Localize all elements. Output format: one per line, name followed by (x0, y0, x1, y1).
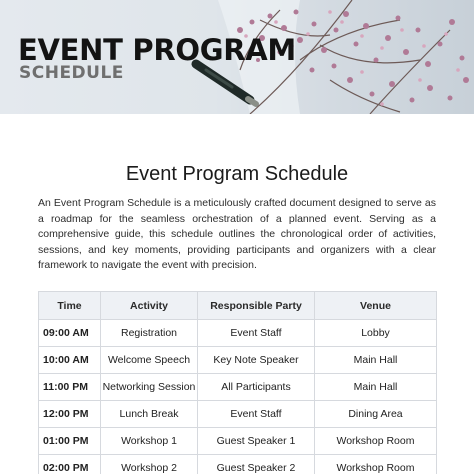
table-row (39, 320, 437, 347)
responsible-party-cell: Guest Speaker 1 (198, 428, 315, 455)
responsible-party-cell: Event Staff (198, 401, 315, 428)
responsible-party-cell: Event Staff (198, 320, 315, 347)
column-header-activity: Activity (101, 292, 198, 320)
time-cell: 12:00 PM (39, 401, 101, 428)
banner-title: EVENT PROGRAM (18, 33, 296, 67)
table-row (39, 428, 437, 455)
column-header-time: Time (39, 292, 101, 320)
schedule-table-container (38, 291, 436, 474)
activity-cell: Workshop 1 (101, 428, 198, 455)
header-banner (0, 0, 474, 114)
table-row (39, 347, 437, 374)
banner-subtitle: SCHEDULE (19, 63, 124, 83)
activity-cell: Registration (101, 320, 198, 347)
activity-cell: Workshop 2 (101, 455, 198, 474)
table-header-row (39, 292, 437, 320)
venue-cell: Workshop Room (315, 455, 437, 474)
activity-cell: Networking Session (101, 374, 198, 401)
responsible-party-cell: Key Note Speaker (198, 347, 315, 374)
responsible-party-cell: All Participants (198, 374, 315, 401)
time-cell: 09:00 AM (39, 320, 101, 347)
table-row (39, 374, 437, 401)
time-cell: 11:00 PM (39, 374, 101, 401)
venue-cell: Lobby (315, 320, 437, 347)
responsible-party-cell: Guest Speaker 2 (198, 455, 315, 474)
schedule-table (38, 291, 437, 474)
table-row (39, 401, 437, 428)
intro-paragraph: An Event Program Schedule is a meticulously crafted document designed to serve as a roadmap for the seamless orchestration of a planned event. Serving as a comprehensive guide, this schedule outlines the chronological order of activities, sessions, and key moments, providing participants and organizers with a clear framework to navigate the event with precision. (38, 197, 436, 271)
time-cell: 10:00 AM (39, 347, 101, 374)
activity-cell: Lunch Break (101, 401, 198, 428)
venue-cell: Workshop Room (315, 428, 437, 455)
column-header-responsible-party: Responsible Party (198, 292, 315, 320)
time-cell: 01:00 PM (39, 428, 101, 455)
time-cell: 02:00 PM (39, 455, 101, 474)
table-row (39, 455, 437, 474)
column-header-venue: Venue (315, 292, 437, 320)
document-title: Event Program Schedule (125, 163, 349, 185)
venue-cell: Main Hall (315, 347, 437, 374)
venue-cell: Dining Area (315, 401, 437, 428)
venue-cell: Main Hall (315, 374, 437, 401)
activity-cell: Welcome Speech (101, 347, 198, 374)
